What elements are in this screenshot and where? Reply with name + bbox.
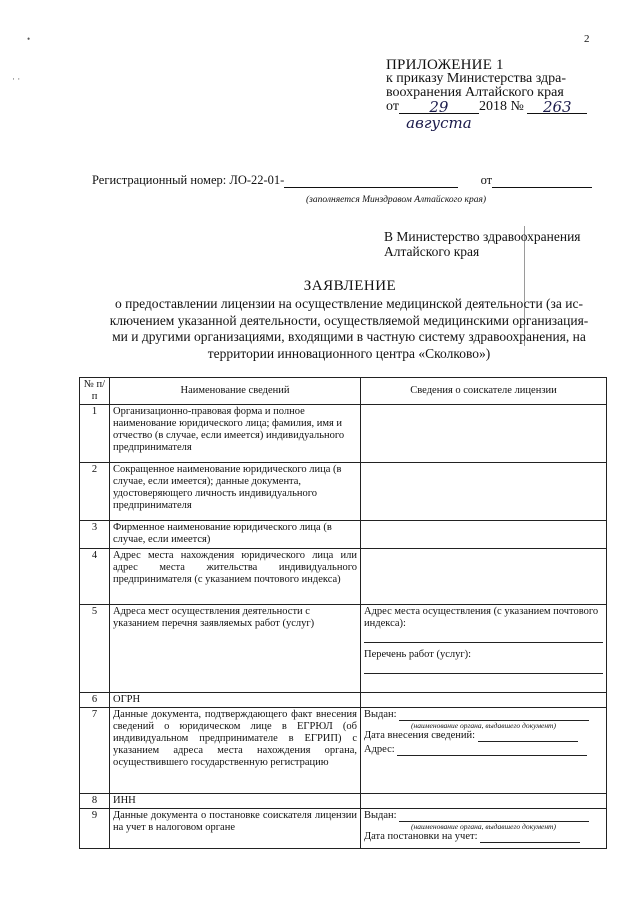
subtitle-line: ми и другими организациями, входящими в частную систему здравоохранения, на <box>112 329 586 344</box>
document-title: ЗАЯВЛЕНИЕ <box>303 278 397 294</box>
table-row <box>80 605 607 693</box>
issued-label: Выдан: <box>364 810 397 821</box>
table-row <box>80 405 607 463</box>
row-name: Адрес места нахождения юридического лица или адрес места жительства индивидуального предпринимателя (с указанием почтового индекса) <box>110 549 361 605</box>
table-row <box>80 463 607 521</box>
addressee-line: В Министерство здравоохранения <box>384 229 581 244</box>
number-field <box>527 100 587 114</box>
issued-label: Выдан: <box>364 709 397 720</box>
date-reg-field[interactable] <box>480 842 580 843</box>
appendix-line: воохранения Алтайского края <box>386 85 564 100</box>
row-number: 4 <box>80 549 110 605</box>
row-number: 1 <box>80 405 110 463</box>
row-info-cell[interactable] <box>361 693 607 708</box>
appendix-block <box>386 57 626 132</box>
works-label: Перечень работ (услуг): <box>364 649 472 660</box>
table-row <box>80 708 607 794</box>
row-name: Фирменное наименование юридического лица (в случае, если имеется) <box>110 521 361 549</box>
header-num: № п/п <box>80 378 110 405</box>
date-entry-label: Дата внесения сведений: <box>364 730 476 741</box>
row-number: 2 <box>80 463 110 521</box>
table-row <box>80 794 607 809</box>
number-prefix: № <box>510 99 524 114</box>
application-info-table <box>79 377 607 849</box>
row-number: 7 <box>80 708 110 794</box>
works-field[interactable] <box>364 663 603 674</box>
subtitle-line: о предоставлении лицензии на осуществление медицинской деятельности (за ис- <box>115 296 583 311</box>
address-field[interactable] <box>364 632 603 643</box>
row-info-cell[interactable] <box>361 463 607 521</box>
registration-line <box>92 173 592 188</box>
issued-note: (наименование органа, выдавшего документ) <box>411 822 556 831</box>
row-name: Организационно-правовая форма и полное наименование юридического лица; фамилия, имя и отчество (в случае, если имеется) индивидуального предпринимателя <box>110 405 361 463</box>
row-info-cell[interactable] <box>361 521 607 549</box>
date-reg-label: Дата постановки на учет: <box>364 831 478 842</box>
subtitle-line: ключением указанной деятельности, осуществляемой медицинскими организация- <box>109 312 589 328</box>
page-number: 2 <box>584 33 590 45</box>
row-number: 6 <box>80 693 110 708</box>
header-name: Наименование сведений <box>110 378 361 405</box>
date-entry-field[interactable] <box>478 741 578 742</box>
table-header-row <box>80 378 607 405</box>
row-info-cell[interactable] <box>361 549 607 605</box>
appendix-line: к приказу Министерства здра- <box>386 71 567 86</box>
table-row <box>80 549 607 605</box>
addressee <box>384 229 581 259</box>
registration-note: (заполняется Минздравом Алтайского края) <box>306 195 487 205</box>
header-info: Сведения о соискателе лицензии <box>361 378 607 405</box>
margin-mark: • <box>27 34 31 44</box>
row-name: Адреса мест осуществления деятельности с указанием перечня заявляемых работ (услуг) <box>110 605 361 693</box>
row-info-cell[interactable] <box>361 794 607 809</box>
row-name: Данные документа, подтверждающего факт внесения сведений о юридическом лице в ЕГРЮЛ (об индивидуальном предпринимателе в ЕГРИП) с указанием адреса места нахождения органа, осуществившего государственную регистрацию <box>110 708 361 794</box>
row-name: ИНН <box>110 794 361 809</box>
table-row <box>80 521 607 549</box>
year: 2018 <box>478 99 507 114</box>
addressee-line: Алтайского края <box>384 244 480 259</box>
appendix-title: ПРИЛОЖЕНИЕ 1 <box>386 57 504 73</box>
margin-mark: · · <box>12 74 21 84</box>
row-number: 5 <box>80 605 110 693</box>
row-info-cell[interactable] <box>361 405 607 463</box>
row-info-cell <box>361 809 607 849</box>
row-name: ОГРН <box>110 693 361 708</box>
date-handwritten: 29 августа <box>406 98 472 132</box>
registration-number-field[interactable] <box>284 175 458 188</box>
row-name: Сокращенное наименование юридического лица (в случае, если имеется); данные документа, удостоверяющего личность индивидуального предпринимателя <box>110 463 361 521</box>
registration-label: Регистрационный номер: ЛО-22-01- <box>92 173 285 187</box>
address-field[interactable] <box>397 755 587 756</box>
number-handwritten: 263 <box>542 98 572 116</box>
subtitle-line: территории инновационного центра «Сколково») <box>207 345 491 361</box>
row-info-cell <box>361 605 607 693</box>
date-field <box>399 98 479 132</box>
address-label: Адрес: <box>364 744 395 755</box>
row-number: 8 <box>80 794 110 809</box>
row-number: 9 <box>80 809 110 849</box>
issued-note: (наименование органа, выдавшего документ) <box>411 721 556 730</box>
row-number: 3 <box>80 521 110 549</box>
table-row <box>80 809 607 849</box>
registration-from-label: от <box>480 173 493 187</box>
address-label: Адрес места осуществления (с указанием почтового индекса): <box>364 606 599 629</box>
date-prefix: от <box>386 99 399 114</box>
row-info-cell <box>361 708 607 794</box>
document-subtitle <box>88 296 610 362</box>
table-row <box>80 693 607 708</box>
row-name: Данные документа о постановке соискателя лицензии на учет в налоговом органе <box>110 809 361 849</box>
registration-date-field[interactable] <box>492 175 592 188</box>
appendix-date-line <box>386 98 626 132</box>
